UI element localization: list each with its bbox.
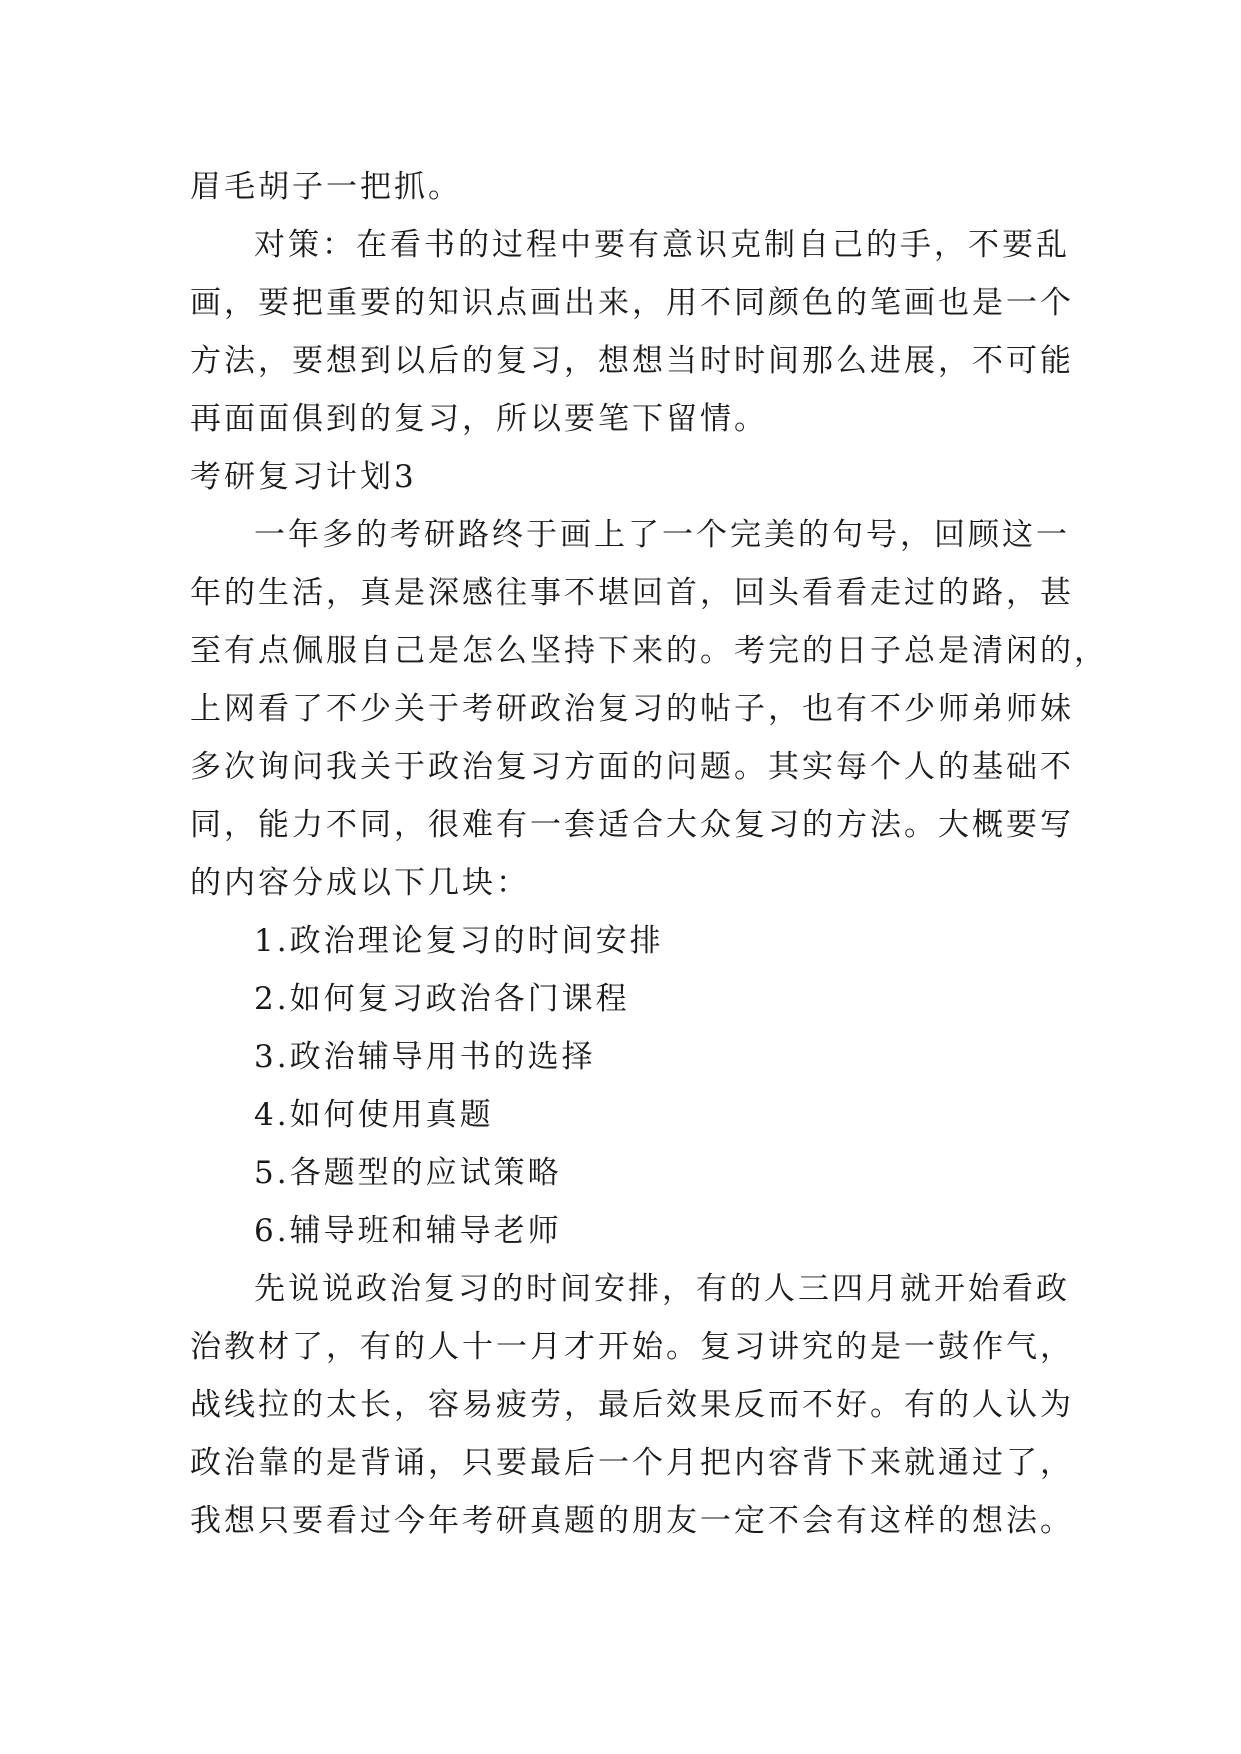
- document-body: [190, 158, 1108, 1550]
- text-line: 多次询问我关于政治复习方面的问题。其实每个人的基础不: [190, 749, 1074, 785]
- text-line: 6.辅导班和辅导老师: [254, 1213, 562, 1249]
- text-line: 3.政治辅导用书的选择: [254, 1039, 596, 1075]
- text-line: 我想只要看过今年考研真题的朋友一定不会有这样的想法。: [190, 1503, 1074, 1539]
- text-line: 4.如何使用真题: [254, 1097, 494, 1133]
- text-line: 年的生活，真是深感往事不堪回首，回头看看走过的路，甚: [190, 575, 1074, 611]
- text-line: 眉毛胡子一把抓。: [190, 169, 462, 205]
- text-line: 治教材了，有的人十一月才开始。复习讲究的是一鼓作气，: [190, 1329, 1074, 1365]
- text-line: 上网看了不少关于考研政治复习的帖子，也有不少师弟师妹: [190, 691, 1074, 727]
- text-line: 1.政治理论复习的时间安排: [254, 923, 664, 959]
- text-line: 方法，要想到以后的复习，想想当时时间那么进展，不可能: [190, 343, 1074, 379]
- text-line: 画，要把重要的知识点画出来，用不同颜色的笔画也是一个: [190, 285, 1074, 321]
- text-line: 政治靠的是背诵，只要最后一个月把内容背下来就通过了，: [190, 1445, 1074, 1481]
- text-line: 对策：在看书的过程中要有意识克制自己的手，不要乱: [254, 227, 1070, 263]
- text-line: 考研复习计划3: [190, 459, 417, 495]
- text-line: 2.如何复习政治各门课程: [254, 981, 630, 1017]
- text-line: 5.各题型的应试策略: [254, 1155, 562, 1191]
- text-line: 至有点佩服自己是怎么坚持下来的。考完的日子总是清闲的，: [190, 633, 1108, 669]
- text-line: 一年多的考研路终于画上了一个完美的句号，回顾这一: [254, 517, 1070, 553]
- text-line: 同，能力不同，很难有一套适合大众复习的方法。大概要写: [190, 807, 1074, 843]
- text-line: 再面面俱到的复习，所以要笔下留情。: [190, 401, 768, 437]
- text-line: 战线拉的太长，容易疲劳，最后效果反而不好。有的人认为: [190, 1387, 1074, 1423]
- text-line: 先说说政治复习的时间安排，有的人三四月就开始看政: [254, 1271, 1070, 1307]
- text-line: 的内容分成以下几块：: [190, 865, 530, 901]
